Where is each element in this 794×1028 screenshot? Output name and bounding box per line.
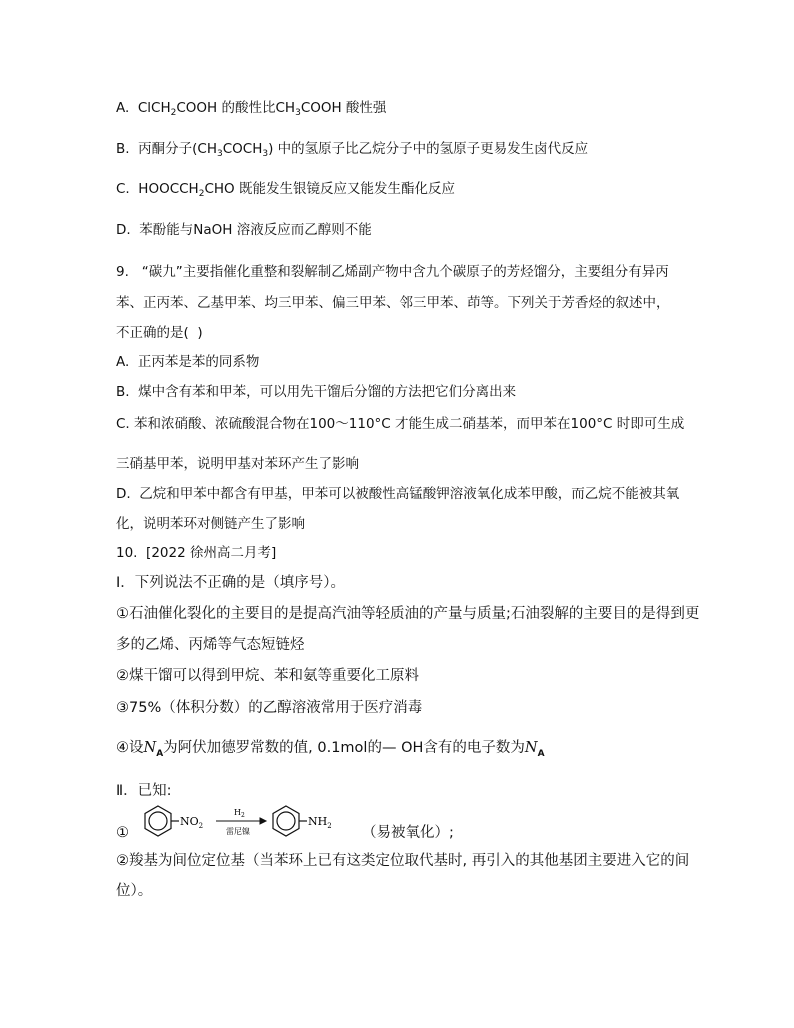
option-b: B. 丙酮分子$(CH_3COCH_3)$ 中的氢原子比乙烷分子中的氢原子更易发生卤代反应 xyxy=(116,141,589,159)
q10-heading: 10. [2022 徐州高二月考] xyxy=(116,545,277,561)
q10-item-5-line-1: ②羧基为间位定位基（当苯环上已有这类定位取代基时, 再引入的其他基团主要进入它的间 xyxy=(116,853,690,869)
option-a: A. ClCH$_2$COOH 的酸性比$CH_3COOH$ 酸性强 xyxy=(116,100,387,118)
q10-item-1-line-2: 多的乙烯、丙烯等气态短链烃 xyxy=(116,637,305,653)
q10-item-3: ③75%（体积分数）的乙醇溶液常用于医疗消毒 xyxy=(116,700,423,716)
reaction-scheme xyxy=(132,800,362,850)
q10-part-1: Ⅰ．下列说法不正确的是（填序号）。 xyxy=(116,575,346,591)
nitro-group: $NO_2$ xyxy=(180,815,204,830)
q9-option-a: A. 正丙苯是苯的同系物 xyxy=(116,354,260,370)
q9-option-b: B. 煤中含有苯和甲苯，可以用先干馏后分馏的方法把它们分离出来 xyxy=(116,384,517,400)
amino-group: $NH_2$ xyxy=(308,815,332,830)
q9-option-d-line-2: 化，说明苯环对侧链产生了影响 xyxy=(116,516,305,532)
q10-part-2: Ⅱ．已知: xyxy=(116,783,172,799)
q9-stem-line-3: 不正确的是( ) xyxy=(116,325,203,341)
arrow-condition-bottom: 雷尼镍 xyxy=(226,827,250,836)
q9-option-c-line-1: C. 苯和浓硝酸、浓硫酸混合物在100～110°C 才能生成二硝基苯，而甲苯在100°C 时即可生成 xyxy=(116,416,685,432)
q9-stem-line-1: 9. “碳九”主要指催化重整和裂解制乙烯副产物中含九个碳原子的芳烃馏分，主要组分有异丙 xyxy=(116,264,669,280)
benzene-ring-left xyxy=(145,806,179,836)
q9-stem-line-2: 苯、正丙苯、乙基甲苯、均三甲苯、偏三甲苯、邻三甲苯、茚等。下列关于芳香烃的叙述中， xyxy=(116,295,670,311)
reaction-note: （易被氧化）; xyxy=(362,825,454,841)
option-c: C. $HOOCCH_2CHO$ 既能发生银镜反应又能发生酯化反应 xyxy=(116,181,455,199)
q10-item-4: ④设$N_A$为阿伏加德罗常数的值, 0.1mol的— OH含有的电子数为$N_A$ xyxy=(116,740,545,759)
q9-option-c-line-2: 三硝基甲苯，说明甲基对苯环产生了影响 xyxy=(116,456,359,472)
benzene-ring-right xyxy=(273,806,307,836)
q10-item-2: ②煤干馏可以得到甲烷、苯和氨等重要化工原料 xyxy=(116,668,419,684)
arrow-condition-top: $H_2$ xyxy=(234,808,245,819)
option-d: D. 苯酚能与NaOH 溶液反应而乙醇则不能 xyxy=(116,222,372,238)
q10-item-5-line-2: 位）。 xyxy=(116,883,153,899)
q9-option-d-line-1: D. 乙烷和甲苯中都含有甲基，甲苯可以被酸性高锰酸钾溶液氧化成苯甲酸，而乙烷不能被其氧 xyxy=(116,486,680,502)
q10-item-1-line-1: ①石油催化裂化的主要目的是提高汽油等轻质油的产量与质量;石油裂解的主要目的是得到更 xyxy=(116,606,700,622)
reaction-number: ① xyxy=(116,825,129,841)
